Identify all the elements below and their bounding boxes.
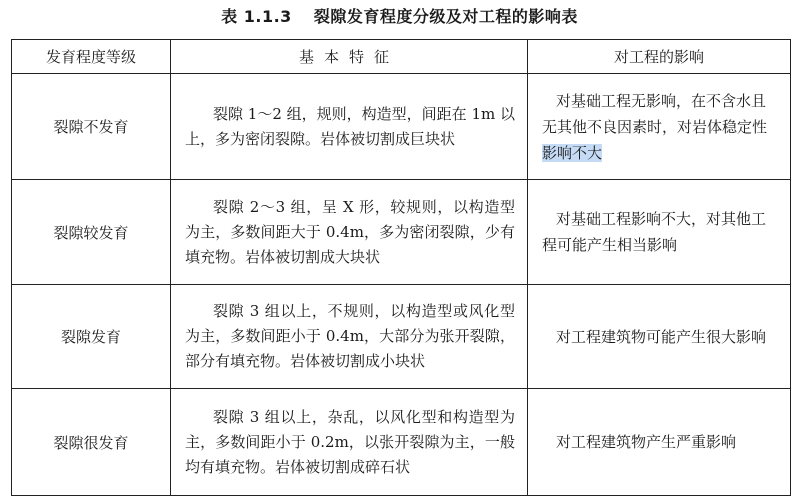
header-impact: 对工程的影响 xyxy=(528,40,791,74)
table-row xyxy=(12,74,791,180)
table-row xyxy=(12,180,791,285)
impact-text: 对工程建筑物产生严重影响 xyxy=(556,433,737,451)
grade-cell: 裂隙很发育 xyxy=(12,389,171,496)
header-feature-label: 基本特征 xyxy=(298,48,399,66)
grade-cell: 裂隙不发育 xyxy=(12,74,171,180)
impact-cell xyxy=(528,389,791,496)
feature-cell: 裂隙 1～2 组，规则，构造型，间距在 1m 以上，多为密闭裂隙。岩体被切割成巨块状 xyxy=(171,74,528,180)
grade-cell: 裂隙较发育 xyxy=(12,180,171,285)
impact-cell xyxy=(528,74,791,180)
header-grade: 发育程度等级 xyxy=(12,40,171,74)
impact-text: 对基础工程无影响，在不含水且无其他不良因素时，对岩体稳定性 xyxy=(542,91,768,136)
table-caption xyxy=(0,4,799,27)
table-number: 表 1.1.3 xyxy=(221,7,292,26)
impact-text: 对工程建筑物可能产生很大影响 xyxy=(556,327,767,346)
table-row xyxy=(12,285,791,389)
grade-cell: 裂隙发育 xyxy=(12,285,171,389)
fracture-grade-table xyxy=(11,39,791,496)
impact-cell xyxy=(528,285,791,389)
impact-text: 对基础工程影响不大，对其他工程可能产生相当影响 xyxy=(542,210,767,254)
table-title: 裂隙发育程度分级及对工程的影响表 xyxy=(313,7,578,26)
table-header-row xyxy=(12,40,791,74)
selected-text-highlight[interactable]: 影响不大 xyxy=(542,143,603,162)
header-feature xyxy=(171,40,528,74)
feature-cell: 裂隙 3 组以上，杂乱，以风化型和构造型为主，多数间距小于 0.2m，以张开裂隙为主，一般均有填充物。岩体被切割成碎石状 xyxy=(171,389,528,496)
feature-cell: 裂隙 3 组以上，不规则，以构造型或风化型为主，多数间距小于 0.4m，大部分为张开裂隙，部分有填充物。岩体被切割成小块状 xyxy=(171,285,528,389)
table-row xyxy=(12,389,791,496)
feature-cell: 裂隙 2～3 组，呈 X 形，较规则，以构造型为主，多数间距大于 0.4m，多为密闭裂隙，少有填充物。岩体被切割成大块状 xyxy=(171,180,528,285)
impact-cell xyxy=(528,180,791,285)
